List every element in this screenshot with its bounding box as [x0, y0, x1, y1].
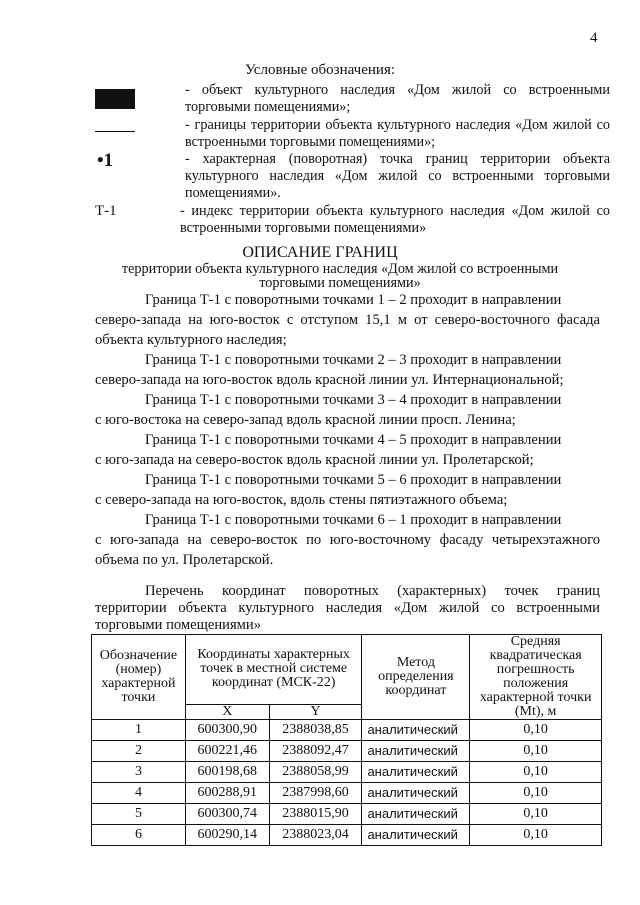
cell-point: 3 — [92, 762, 186, 783]
header-x: X — [185, 704, 269, 719]
cell-y: 2388023,04 — [269, 825, 362, 846]
cell-x: 600300,90 — [185, 720, 269, 741]
cell-point: 6 — [92, 825, 186, 846]
cell-x: 600221,46 — [185, 741, 269, 762]
cell-error: 0,10 — [470, 804, 602, 825]
cell-method: аналитический — [362, 804, 470, 825]
cell-x: 600288,91 — [185, 783, 269, 804]
cell-error: 0,10 — [470, 720, 602, 741]
cell-error: 0,10 — [470, 762, 602, 783]
territory-index-label: Т-1 — [95, 203, 117, 219]
cell-x: 600198,68 — [185, 762, 269, 783]
cell-method: аналитический — [362, 825, 470, 846]
boundary-paragraph — [95, 290, 600, 350]
table-row — [92, 825, 602, 846]
section-subtitle: территории объекта культурного наследия «Дом жилой со встроенными торговыми помещениями» — [121, 261, 559, 291]
header-designation: Обозначение (номер) характерной точки — [92, 635, 186, 720]
page-number: 4 — [590, 30, 598, 46]
header-error: Средняя квадратическая погрешность положения характерной точки (Mt), м — [470, 635, 602, 720]
paragraph-first-line: Граница Т-1 с поворотными точками 5 – 6 проходит в направлении — [145, 472, 562, 488]
boundary-paragraph — [95, 350, 600, 390]
cell-x: 600290,14 — [185, 825, 269, 846]
point-marker-icon: •1 — [97, 150, 114, 171]
cell-y: 2388058,99 — [269, 762, 362, 783]
cell-point: 5 — [92, 804, 186, 825]
paragraph-rest: северо-запада на юго-восток с отступом 15,1 м от северо-восточного фасада объекта культурного наследия; — [95, 312, 600, 348]
cell-method: аналитический — [362, 762, 470, 783]
legend-text: - индекс территории объекта культурного наследия «Дом жилой со встроенными торговыми помещениями» — [180, 203, 610, 236]
section-title: ОПИСАНИЕ ГРАНИЦ — [242, 244, 398, 261]
cell-method: аналитический — [362, 720, 470, 741]
cell-error: 0,10 — [470, 825, 602, 846]
paragraph-rest: северо-запада на юго-восток вдоль красной линии ул. Интернациональной; — [95, 372, 564, 388]
table-row — [92, 720, 602, 741]
header-method: Метод определения координат — [362, 635, 470, 720]
paragraph-rest: с юго-запада на северо-восток вдоль красной линии ул. Пролетарской; — [95, 452, 534, 468]
cell-error: 0,10 — [470, 783, 602, 804]
table-row — [92, 804, 602, 825]
boundary-paragraph — [95, 390, 600, 430]
cell-method: аналитический — [362, 783, 470, 804]
cell-point: 2 — [92, 741, 186, 762]
cell-y: 2388092,47 — [269, 741, 362, 762]
paragraph-rest: с юго-запада на северо-восток по юго-восточному фасаду четырехэтажного объема по ул. Пролетарской. — [95, 532, 600, 568]
solid-line-icon — [95, 131, 135, 132]
cell-point: 4 — [92, 783, 186, 804]
table-row — [92, 762, 602, 783]
paragraph-first-line: Граница Т-1 с поворотными точками 2 – 3 проходит в направлении — [145, 352, 562, 368]
cell-error: 0,10 — [470, 741, 602, 762]
boundary-paragraph — [95, 510, 600, 570]
table-row — [92, 741, 602, 762]
paragraph-rest: с юго-востока на северо-запад вдоль красной линии просп. Ленина; — [95, 412, 516, 428]
cell-x: 600300,74 — [185, 804, 269, 825]
cell-y: 2388038,85 — [269, 720, 362, 741]
coordinates-table — [91, 634, 602, 846]
legend-text: - границы территории объекта культурного наследия «Дом жилой со встроенными торговыми помещениями»; — [185, 117, 610, 150]
paragraph-first-line: Граница Т-1 с поворотными точками 6 – 1 проходит в направлении — [145, 512, 562, 528]
paragraph-first-line: Граница Т-1 с поворотными точками 4 – 5 проходит в направлении — [145, 432, 562, 448]
legend-title: Условные обозначения: — [244, 62, 396, 78]
table-caption-text: Перечень координат поворотных (характерных) точек границ территории объекта культурного наследия «Дом жилой со встроенными торговыми помещениями» — [95, 583, 600, 633]
cell-y: 2388015,90 — [269, 804, 362, 825]
boundary-paragraph — [95, 430, 600, 470]
table-caption — [95, 583, 600, 634]
black-rectangle-icon — [95, 89, 135, 109]
legend-text: - объект культурного наследия «Дом жилой со встроенными торговыми помещениями»; — [185, 82, 610, 115]
header-y: Y — [269, 704, 362, 719]
cell-y: 2387998,60 — [269, 783, 362, 804]
paragraph-first-line: Граница Т-1 с поворотными точками 3 – 4 проходит в направлении — [145, 392, 562, 408]
cell-point: 1 — [92, 720, 186, 741]
legend-text: - характерная (поворотная) точка границ территории объекта культурного наследия «Дом жилой со встроенными торговыми помещениями». — [185, 151, 610, 201]
header-coordinates: Координаты характерных точек в местной системе координат (МСК-22) — [185, 635, 362, 705]
cell-method: аналитический — [362, 741, 470, 762]
table-row — [92, 783, 602, 804]
paragraph-first-line: Граница Т-1 с поворотными точками 1 – 2 проходит в направлении — [145, 292, 562, 308]
boundary-paragraph — [95, 470, 600, 510]
paragraph-rest: с северо-запада на юго-восток, вдоль стены пятиэтажного объема; — [95, 492, 508, 508]
